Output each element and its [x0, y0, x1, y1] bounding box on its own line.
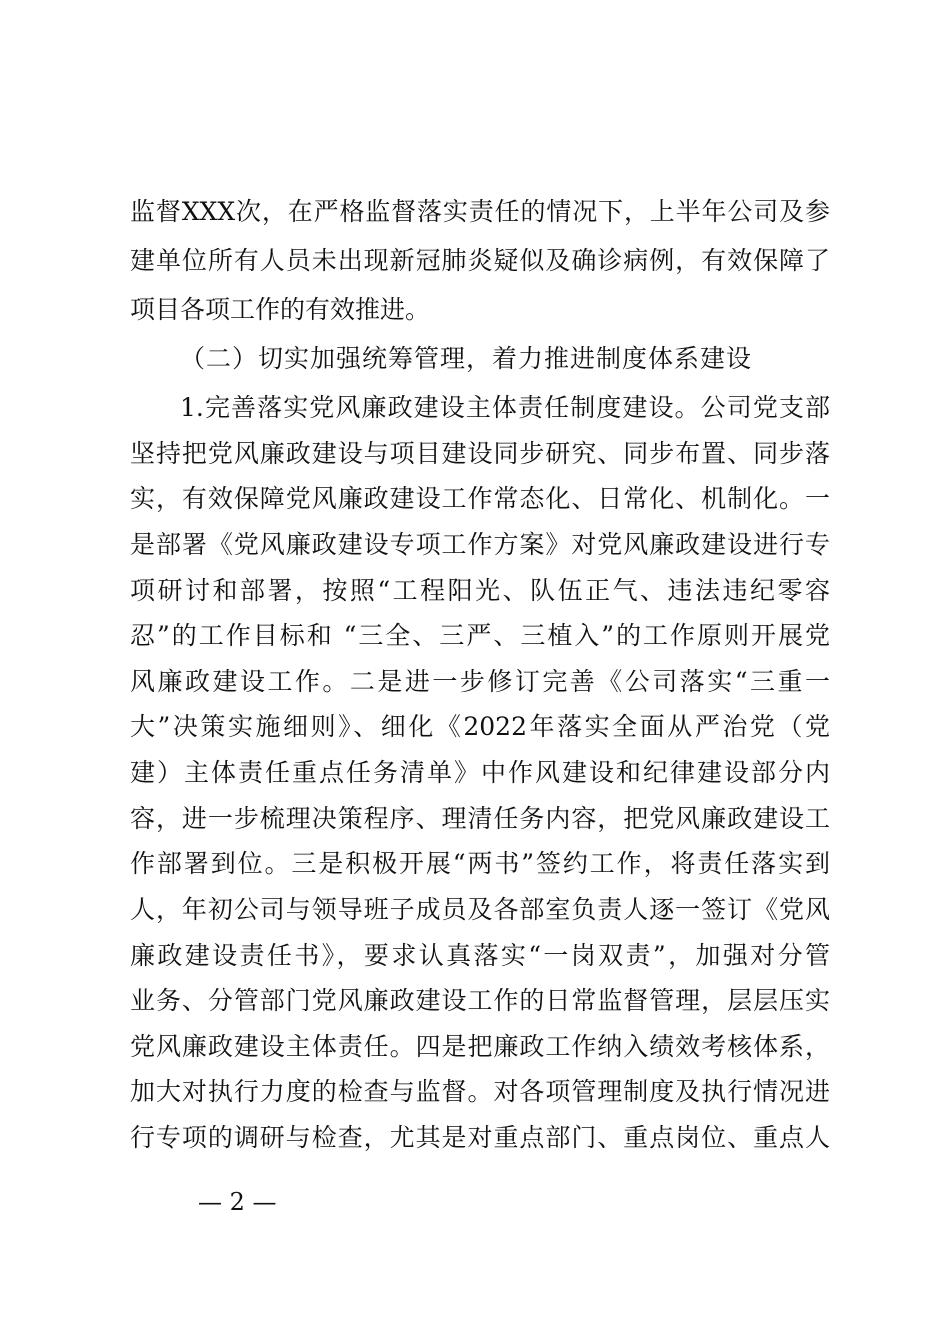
paragraph1-line-3: 项目各项工作的有效推进。: [130, 295, 431, 324]
paragraph1-line-2: 建单位所有人员未出现新冠肺炎疑似及确诊病例，有效保障了: [130, 246, 830, 275]
paragraph2-line-15: 党风廉政建设主体责任。四是把廉政工作纳入绩效考核体系，: [130, 1032, 830, 1061]
paragraph2-line-16: 加大对执行力度的检查与监督。对各项管理制度及执行情况进: [130, 1077, 830, 1106]
paragraph2-line-1: 1.完善落实党风廉政建设主体责任制度建设。公司党支部: [180, 393, 830, 422]
paragraph2-line-6: 忍”的工作目标和 “三全、三严、三植入”的工作原则开展党: [130, 621, 830, 650]
paragraph1-line-1: 监督XXX次，在严格监督落实责任的情况下，上半年公司及参: [130, 197, 830, 226]
paragraph2-line-13: 廉政建设责任书》，要求认真落实“一岗双责”，加强对分管: [130, 941, 830, 970]
paragraph2-line-14: 业务、分管部门党风廉政建设工作的日常监督管理，层层压实: [130, 986, 830, 1015]
paragraph2-line-12: 人，年初公司与领导班子成员及各部室负责人逐一签订《党风: [130, 895, 830, 924]
paragraph2-line-11: 作部署到位。三是积极开展“两书”签约工作，将责任落实到: [130, 849, 830, 878]
paragraph2-line-4: 是部署《党风廉政建设专项工作方案》对党风廉政建设进行专: [130, 530, 830, 559]
paragraph2-line-8: 大”决策实施细则》、细化《2022年落实全面从严治党（党: [130, 712, 830, 741]
paragraph2-line-2: 坚持把党风廉政建设与项目建设同步研究、同步布置、同步落: [130, 439, 830, 468]
paragraph2-line-9: 建）主体责任重点任务清单》中作风建设和纪律建设部分内: [130, 758, 830, 787]
paragraph2-line-3: 实，有效保障党风廉政建设工作常态化、日常化、机制化。一: [130, 484, 830, 513]
paragraph2-line-10: 容，进一步梳理决策程序、理清任务内容，把党风廉政建设工: [130, 804, 830, 833]
page-number: — 2 —: [198, 1188, 277, 1216]
paragraph2-line-5: 项研讨和部署，按照“工程阳光、队伍正气、违法违纪零容: [130, 576, 830, 605]
section-heading: （二）切实加强统筹管理，着力推进制度体系建设: [180, 344, 753, 373]
paragraph2-line-17: 行专项的调研与检查，尤其是对重点部门、重点岗位、重点人: [130, 1123, 830, 1152]
paragraph2-line-7: 风廉政建设工作。二是进一步修订完善《公司落实“三重一: [130, 667, 830, 696]
